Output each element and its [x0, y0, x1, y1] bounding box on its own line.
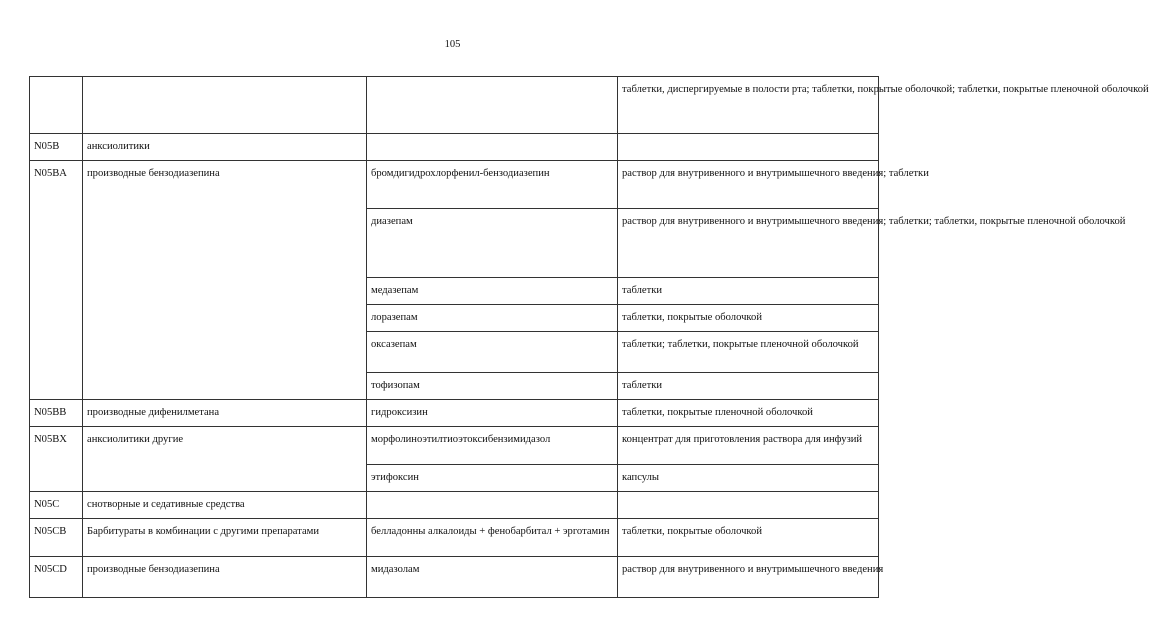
table-row [30, 161, 879, 209]
drug-table [29, 76, 1149, 598]
atc-code-cell: N05CB [30, 519, 83, 557]
dosage-form-cell: раствор для внутривенного и внутримышечного введения; таблетки [618, 161, 879, 209]
group-name-cell: анксиолитики другие [83, 427, 367, 492]
dosage-form-cell: таблетки [618, 278, 879, 305]
drug-name-cell [367, 134, 618, 161]
drug-name-cell: тофизопам [367, 373, 618, 400]
table-row [30, 492, 879, 519]
group-name-cell: производные бензодиазепина [83, 557, 367, 598]
atc-code-cell: N05BA [30, 161, 83, 400]
drug-name-cell: морфолиноэтилтиоэтоксибензимидазол [367, 427, 618, 465]
dosage-form-cell: капсулы [618, 465, 879, 492]
drug-name-cell: бромдигидрохлорфенил-бензодиазепин [367, 161, 618, 209]
drug-name-cell [367, 492, 618, 519]
atc-code-cell: N05CD [30, 557, 83, 598]
drug-name-cell: этифоксин [367, 465, 618, 492]
table-row [30, 557, 879, 598]
dosage-form-cell [618, 134, 879, 161]
dosage-form-cell: раствор для внутривенного и внутримышечного введения [618, 557, 879, 598]
dosage-form-cell [618, 492, 879, 519]
group-name-cell: снотворные и седативные средства [83, 492, 367, 519]
dosage-form-cell: раствор для внутривенного и внутримышечного введения; таблетки; таблетки, покрытые пленочной оболочкой [618, 209, 879, 278]
group-name-cell: производные бензодиазепина [83, 161, 367, 400]
atc-code-cell: N05BB [30, 400, 83, 427]
dosage-form-cell: таблетки [618, 373, 879, 400]
table-row [30, 77, 879, 134]
page-number: 105 [444, 39, 461, 50]
dosage-form-cell: таблетки, покрытые пленочной оболочкой [618, 400, 879, 427]
table-row [30, 134, 879, 161]
table-row [30, 400, 879, 427]
drug-name-cell: гидроксизин [367, 400, 618, 427]
group-name-cell: Барбитураты в комбинации с другими препаратами [83, 519, 367, 557]
dosage-form-cell: таблетки; таблетки, покрытые пленочной оболочкой [618, 332, 879, 373]
dosage-form-cell: таблетки, диспергируемые в полости рта; таблетки, покрытые оболочкой; таблетки, покрытые пленочной оболочкой [618, 77, 879, 134]
drug-name-cell: лоразепам [367, 305, 618, 332]
drug-name-cell: белладонны алкалоиды + фенобарбитал + эрготамин [367, 519, 618, 557]
table-row [30, 519, 879, 557]
group-name-cell: анксиолитики [83, 134, 367, 161]
drug-name-cell: медазепам [367, 278, 618, 305]
drug-name-cell: оксазепам [367, 332, 618, 373]
drug-name-cell: мидазолам [367, 557, 618, 598]
group-name-cell: производные дифенилметана [83, 400, 367, 427]
atc-code-cell: N05B [30, 134, 83, 161]
table-row [30, 427, 879, 465]
atc-code-cell [30, 77, 83, 134]
group-name-cell [83, 77, 367, 134]
drug-name-cell: диазепам [367, 209, 618, 278]
dosage-form-cell: концентрат для приготовления раствора для инфузий [618, 427, 879, 465]
drug-name-cell [367, 77, 618, 134]
atc-code-cell: N05BX [30, 427, 83, 492]
dosage-form-cell: таблетки, покрытые оболочкой [618, 305, 879, 332]
atc-code-cell: N05C [30, 492, 83, 519]
dosage-form-cell: таблетки, покрытые оболочкой [618, 519, 879, 557]
